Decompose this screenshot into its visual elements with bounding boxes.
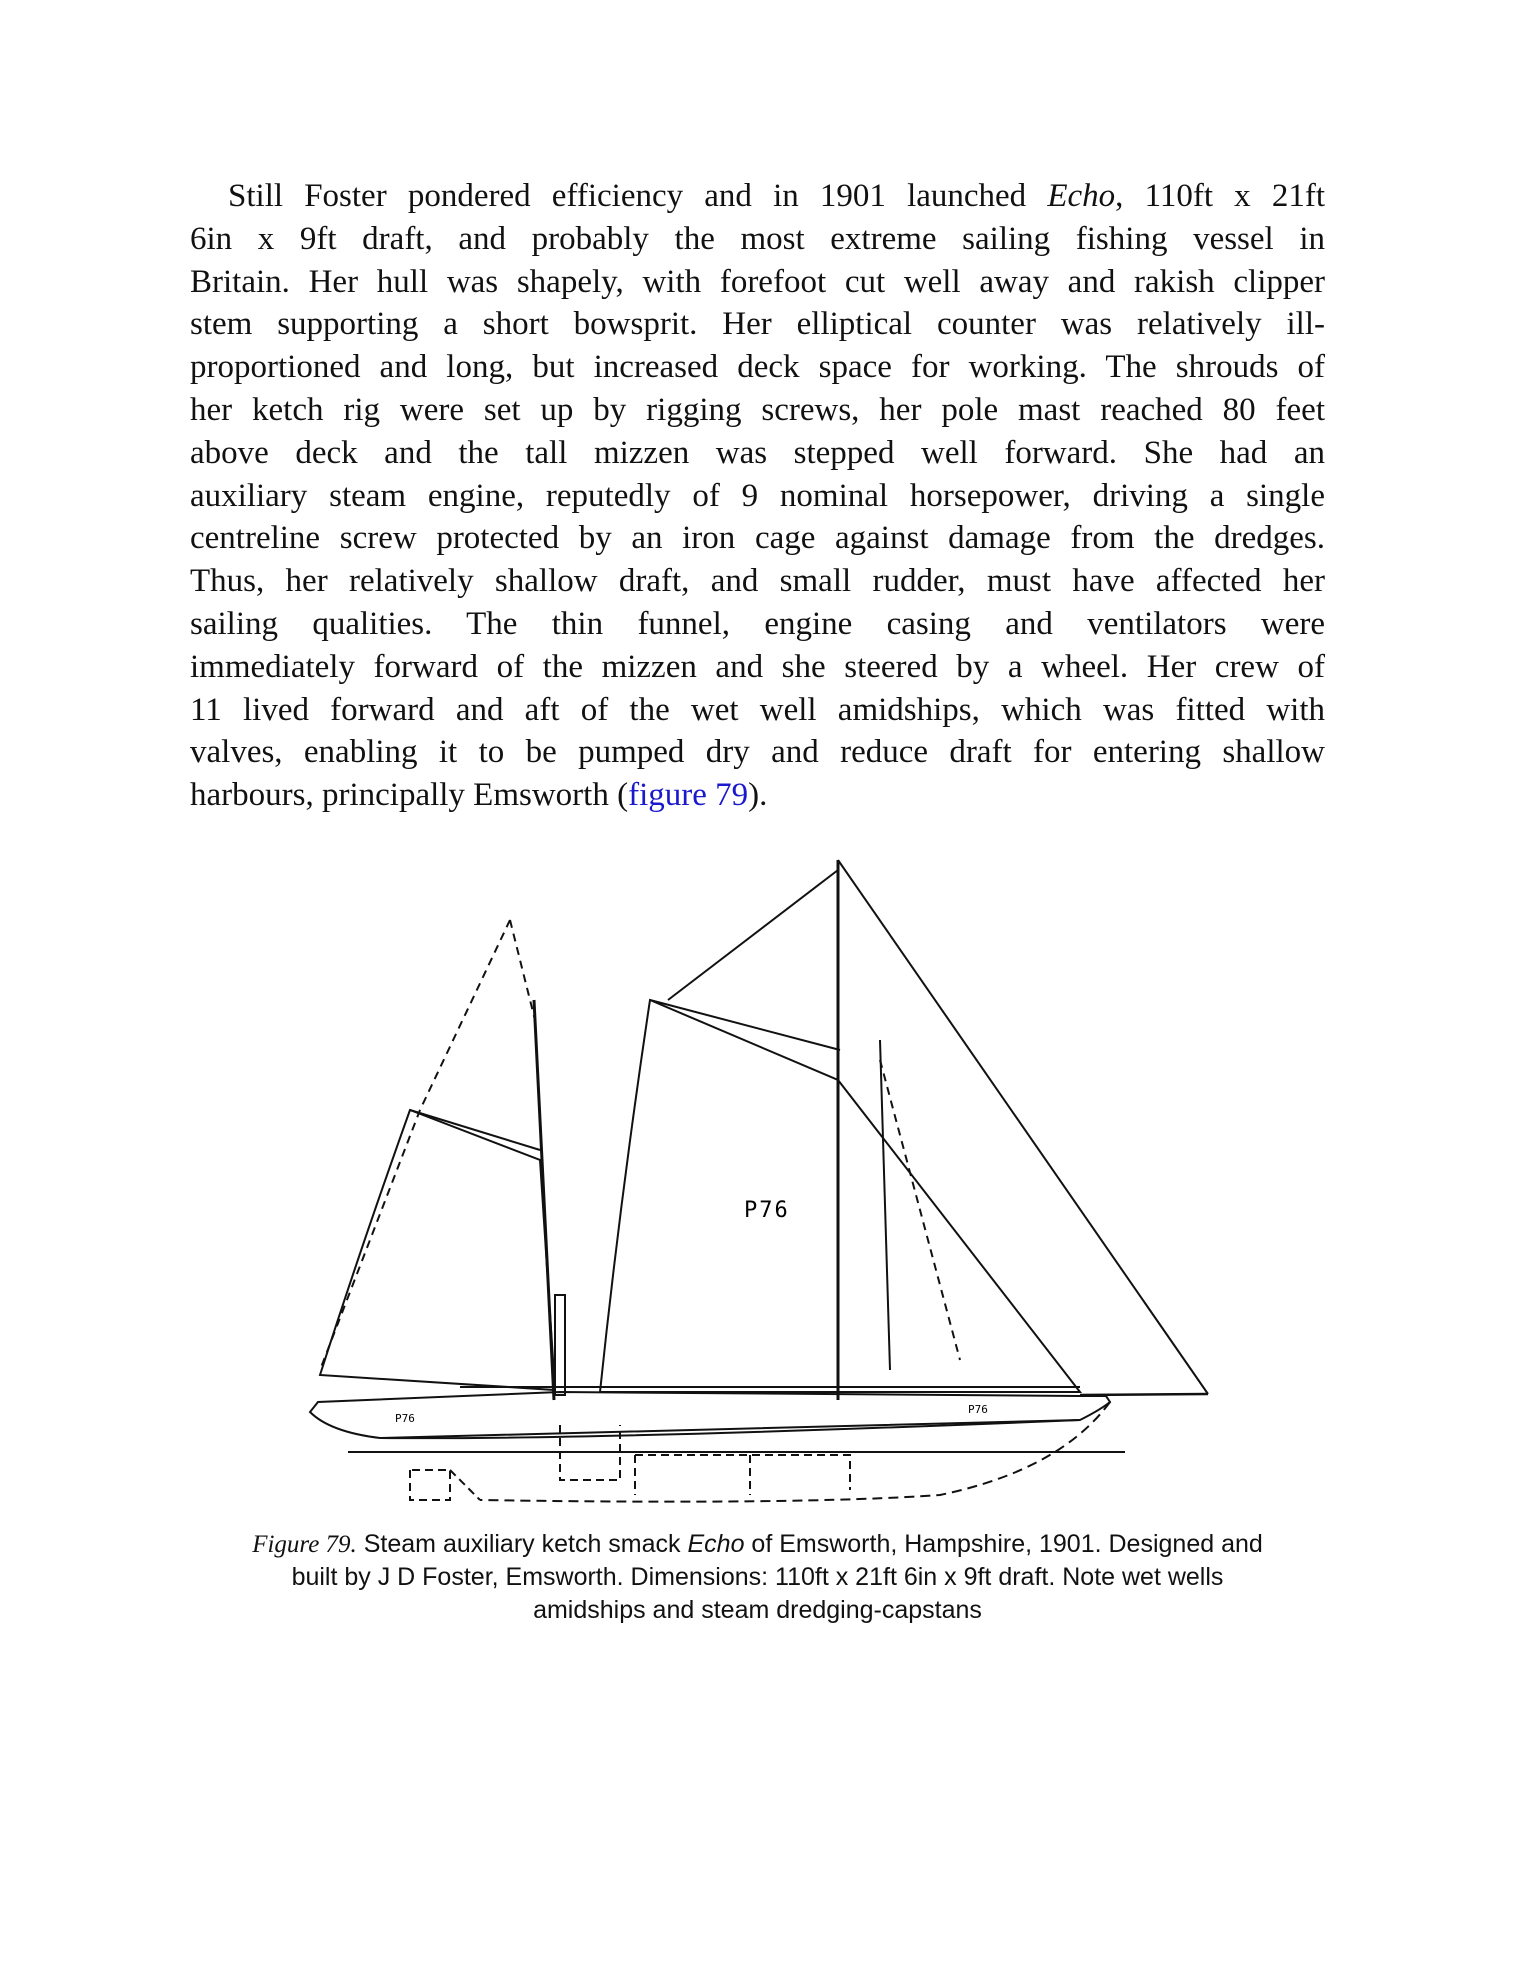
funnel	[555, 1295, 565, 1395]
text-line: Thus, her relatively shallow draft, and small rudder, must have affected her	[190, 563, 1325, 600]
topmast-stay	[668, 870, 838, 1000]
ship-drawing	[300, 850, 1220, 1520]
mizzen-gaff	[410, 1110, 540, 1150]
text-line	[190, 175, 1325, 218]
hull	[310, 1392, 1110, 1438]
text-line: immediately forward of the mizzen and she steered by a wheel. Her crew of	[190, 648, 1325, 685]
text-run: , 110ft x 21ft	[1115, 178, 1326, 214]
mizzen-sail	[320, 1110, 555, 1390]
text-run: harbours, principally Emsworth (	[190, 777, 629, 814]
figure-label: Figure 79.	[252, 1531, 357, 1558]
caption-line: amidships and steam dredging-capstans	[533, 1596, 982, 1624]
figure-link[interactable]: figure 79	[628, 777, 749, 814]
caption-line	[190, 1528, 1325, 1561]
rudder	[410, 1470, 480, 1500]
text-line: sailing qualities. The thin funnel, engine casing and ventilators were	[190, 605, 1325, 642]
text-line: her ketch rig were set up by rigging screws, her pole mast reached 80 feet	[190, 391, 1325, 428]
caption-text: Steam auxiliary ketch smack	[356, 1530, 688, 1558]
hull-mark-bow: P76	[968, 1403, 988, 1416]
stay-dashed	[880, 1060, 960, 1360]
gaff	[650, 1000, 840, 1050]
text-line: auxiliary steam engine, reputedly of 9 nominal horsepower, driving a single	[190, 477, 1325, 514]
text-line: valves, enabling it to be pumped dry and reduce draft for entering shallow	[190, 734, 1325, 771]
text-line: 6in x 9ft draft, and probably the most extreme sailing fishing vessel in	[190, 220, 1325, 257]
text-run: ).	[748, 777, 768, 814]
caption-text: of Emsworth, Hampshire, 1901. Designed and	[744, 1530, 1263, 1558]
hull-mark-stern: P76	[395, 1412, 415, 1425]
text-line: Britain. Her hull was shapely, with forefoot cut well away and rakish clipper	[190, 263, 1325, 300]
bowsprit	[1080, 1394, 1208, 1395]
text-line: 11 lived forward and aft of the wet well amidships, which was fitted with	[190, 691, 1325, 728]
text-run: Still Foster pondered efficiency and in 1901 launched	[228, 178, 1048, 214]
forestay	[838, 860, 1208, 1394]
figure-caption	[190, 1528, 1325, 1627]
sail-number: P76	[744, 1198, 790, 1223]
text-line: proportioned and long, but increased deck space for working. The shrouds of	[190, 349, 1325, 386]
text-line: above deck and the tall mizzen was stepped well forward. She had an	[190, 434, 1325, 471]
vessel-name: Echo	[1047, 178, 1116, 214]
text-line: centreline screw protected by an iron cage against damage from the dredges.	[190, 520, 1325, 557]
mainsail	[600, 1000, 1080, 1392]
caption-vessel: Echo	[687, 1530, 745, 1558]
body-paragraph	[190, 175, 1325, 817]
text-line: stem supporting a short bowsprit. Her elliptical counter was relatively ill-	[190, 306, 1325, 343]
text-line	[190, 774, 1325, 817]
caption-line: built by J D Foster, Emsworth. Dimensions: 110ft x 21ft 6in x 9ft draft. Note wet wells	[291, 1563, 1224, 1591]
